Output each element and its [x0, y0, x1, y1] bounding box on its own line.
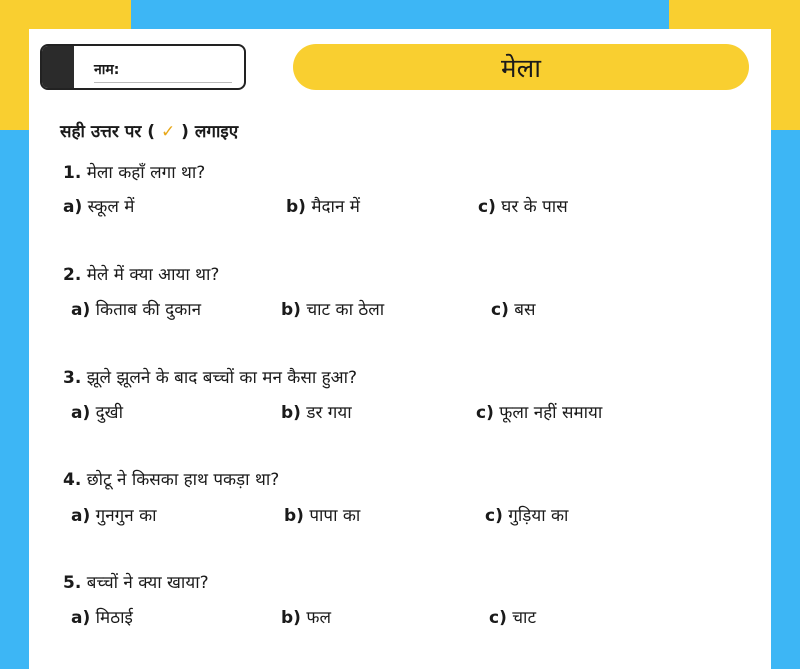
option-3a[interactable] [71, 400, 123, 423]
option-4a[interactable] [71, 503, 157, 526]
option-letter: b) [284, 506, 304, 526]
instruction [60, 119, 238, 142]
option-2c[interactable] [491, 297, 535, 320]
option-text: दुखी [95, 403, 123, 423]
option-text: बस [514, 300, 536, 320]
option-letter: c) [489, 608, 507, 628]
page-title-text: मेला [501, 54, 541, 84]
question-2 [63, 262, 219, 285]
option-letter: b) [281, 300, 301, 320]
option-letter: a) [63, 197, 83, 217]
option-text: मिठाई [95, 608, 133, 628]
option-letter: c) [491, 300, 509, 320]
option-4b[interactable] [284, 503, 360, 526]
option-3b[interactable] [281, 400, 352, 423]
option-2a[interactable] [71, 297, 201, 320]
option-5b[interactable] [281, 605, 331, 628]
option-letter: b) [281, 608, 301, 628]
option-letter: a) [71, 403, 91, 423]
question-4 [63, 467, 279, 490]
option-text: पापा का [309, 506, 361, 526]
option-text: मैदान में [311, 197, 360, 217]
option-text: चाट का ठेला [306, 300, 385, 320]
page-title [293, 44, 749, 90]
question-text: झूले झूलने के बाद बच्चों का मन कैसा हुआ? [86, 368, 358, 388]
instruction-before: सही उत्तर पर ( [60, 122, 156, 142]
question-number: 4. [63, 470, 82, 490]
option-1a[interactable] [63, 194, 134, 217]
option-letter: c) [476, 403, 494, 423]
option-letter: c) [478, 197, 496, 217]
question-number: 5. [63, 573, 82, 593]
option-text: फल [306, 608, 331, 628]
option-3c[interactable] [476, 400, 602, 423]
option-text: गुड़िया का [508, 506, 569, 526]
option-letter: b) [286, 197, 306, 217]
instruction-after: ) लगाइए [181, 122, 239, 142]
option-1b[interactable] [286, 194, 360, 217]
question-text: मेला कहाँ लगा था? [86, 163, 206, 183]
option-text: स्कूल में [87, 197, 135, 217]
question-5 [63, 570, 209, 593]
name-box-tab [42, 46, 74, 88]
option-5a[interactable] [71, 605, 133, 628]
question-number: 2. [63, 265, 82, 285]
question-number: 1. [63, 163, 82, 183]
question-text: मेले में क्या आया था? [86, 265, 220, 285]
option-1c[interactable] [478, 194, 568, 217]
option-text: घर के पास [501, 197, 568, 217]
question-1 [63, 160, 205, 183]
option-letter: a) [71, 300, 91, 320]
option-4c[interactable] [485, 503, 568, 526]
option-text: फूला नहीं समाया [499, 403, 603, 423]
option-letter: c) [485, 506, 503, 526]
question-3 [63, 365, 357, 388]
option-5c[interactable] [489, 605, 536, 628]
option-letter: a) [71, 608, 91, 628]
option-letter: a) [71, 506, 91, 526]
question-number: 3. [63, 368, 82, 388]
option-text: किताब की दुकान [95, 300, 202, 320]
tick-icon: ✓ [161, 122, 176, 142]
question-text: छोटू ने किसका हाथ पकड़ा था? [86, 470, 280, 490]
option-letter: b) [281, 403, 301, 423]
option-text: चाट [512, 608, 537, 628]
name-field[interactable] [40, 44, 246, 90]
option-text: डर गया [306, 403, 352, 423]
name-label: नाम: [94, 62, 120, 78]
option-2b[interactable] [281, 297, 384, 320]
name-write-line [94, 82, 232, 83]
option-text: गुनगुन का [95, 506, 157, 526]
question-text: बच्चों ने क्या खाया? [86, 573, 209, 593]
